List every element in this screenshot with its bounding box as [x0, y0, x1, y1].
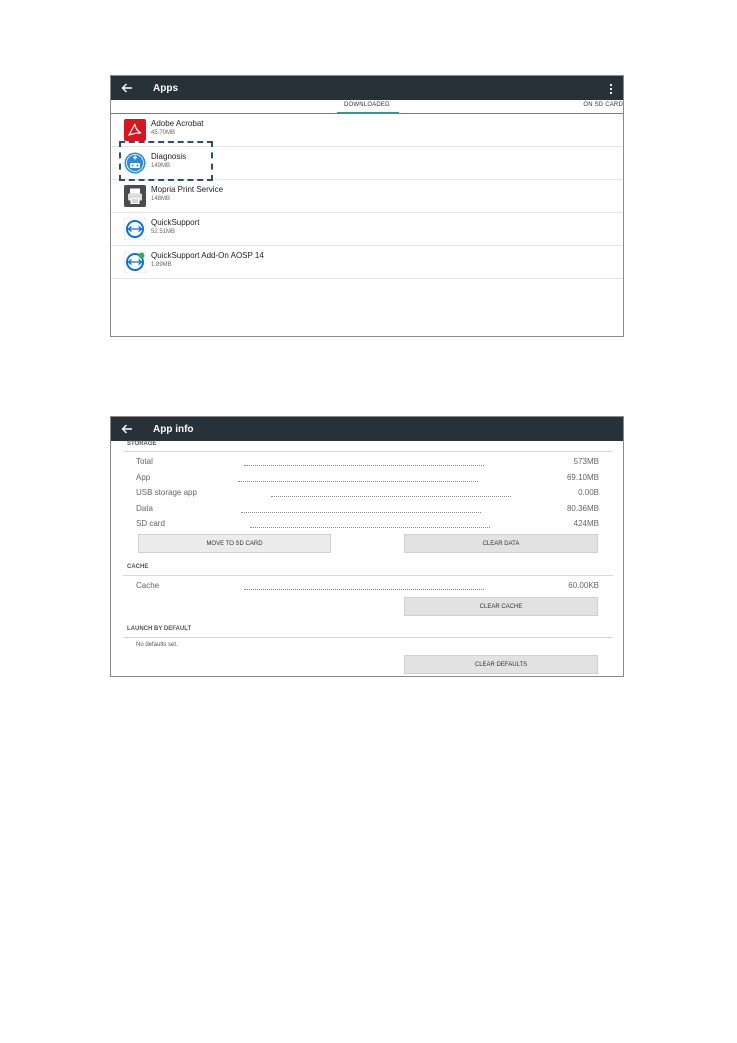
tab-on-sd-card[interactable]: ON SD CARD — [583, 102, 623, 108]
dotted-leader — [241, 512, 481, 513]
app-name: Mopria Print Service — [151, 185, 224, 194]
app-list-item-quicksupport[interactable] — [111, 213, 623, 246]
back-arrow-icon[interactable] — [113, 417, 141, 441]
apps-app-bar — [111, 76, 623, 100]
storage-usb-value: 0.00B — [578, 488, 599, 497]
storage-total-label: Total — [136, 457, 153, 466]
section-divider — [123, 575, 613, 576]
overflow-menu-icon[interactable] — [609, 82, 613, 94]
apps-screen — [110, 75, 624, 337]
storage-app-value: 69.10MB — [566, 473, 599, 482]
app-text — [151, 185, 223, 204]
section-divider — [123, 637, 613, 638]
storage-heading: STORAGE — [127, 441, 157, 447]
page-title: App info — [153, 423, 194, 435]
clear-defaults-button[interactable]: CLEAR DEFAULTS — [404, 655, 598, 674]
page-title: Apps — [153, 82, 178, 94]
dotted-leader — [238, 481, 478, 482]
app-name: Diagnosis — [151, 152, 187, 161]
app-size: 45.70MB — [151, 130, 176, 136]
clear-cache-button[interactable]: CLEAR CACHE — [404, 597, 598, 616]
cache-heading: CACHE — [127, 564, 149, 570]
storage-app-label: App — [136, 473, 151, 482]
no-defaults-note: No defaults set. — [136, 642, 178, 648]
storage-sdcard-label: SD card — [136, 519, 165, 528]
app-list-item-quicksupport-addon[interactable] — [111, 246, 623, 279]
printer-icon — [124, 185, 146, 207]
move-to-sd-card-button[interactable]: MOVE TO SD CARD — [138, 534, 331, 553]
storage-sdcard-value: 424MB — [573, 519, 599, 528]
app-size: 149MB — [151, 163, 171, 169]
dotted-leader — [271, 496, 511, 497]
app-size: 52.51MB — [151, 229, 176, 235]
app-list-item-mopria-print-service[interactable] — [111, 180, 623, 213]
quicksupport-addon-icon — [124, 251, 146, 273]
app-name: QuickSupport Add-On AOSP 14 — [151, 251, 264, 260]
app-info-screen — [110, 416, 624, 677]
launch-by-default-heading: LAUNCH BY DEFAULT — [127, 626, 192, 632]
dotted-leader — [244, 465, 484, 466]
storage-data-value: 80.36MB — [566, 504, 599, 513]
app-name: QuickSupport — [151, 218, 200, 227]
cache-value: 60.00KB — [568, 581, 599, 590]
section-divider — [123, 451, 613, 452]
tab-bar — [111, 100, 623, 114]
app-text — [151, 218, 199, 237]
acrobat-icon — [124, 119, 146, 141]
app-info-app-bar — [111, 417, 623, 441]
app-text — [151, 251, 264, 270]
app-text — [151, 152, 186, 171]
clear-data-button[interactable]: CLEAR DATA — [404, 534, 598, 553]
tab-downloaded[interactable]: DOWNLOADED — [344, 102, 390, 108]
app-name: Adobe Acrobat — [151, 119, 204, 128]
app-list-item-adobe-acrobat[interactable] — [111, 114, 623, 147]
storage-data-label: Data — [136, 504, 153, 513]
app-text — [151, 119, 203, 138]
app-size: 148MB — [151, 196, 171, 202]
cache-label: Cache — [136, 581, 160, 590]
dotted-leader — [250, 527, 490, 528]
quicksupport-icon — [124, 218, 146, 240]
app-list-item-diagnosis[interactable] — [111, 147, 623, 180]
storage-usb-label: USB storage app — [136, 488, 197, 497]
dotted-leader — [244, 589, 484, 590]
back-arrow-icon[interactable] — [113, 76, 141, 100]
diagnosis-icon — [124, 152, 146, 174]
storage-total-value: 573MB — [573, 457, 599, 466]
app-size: 1.89MB — [151, 262, 172, 268]
